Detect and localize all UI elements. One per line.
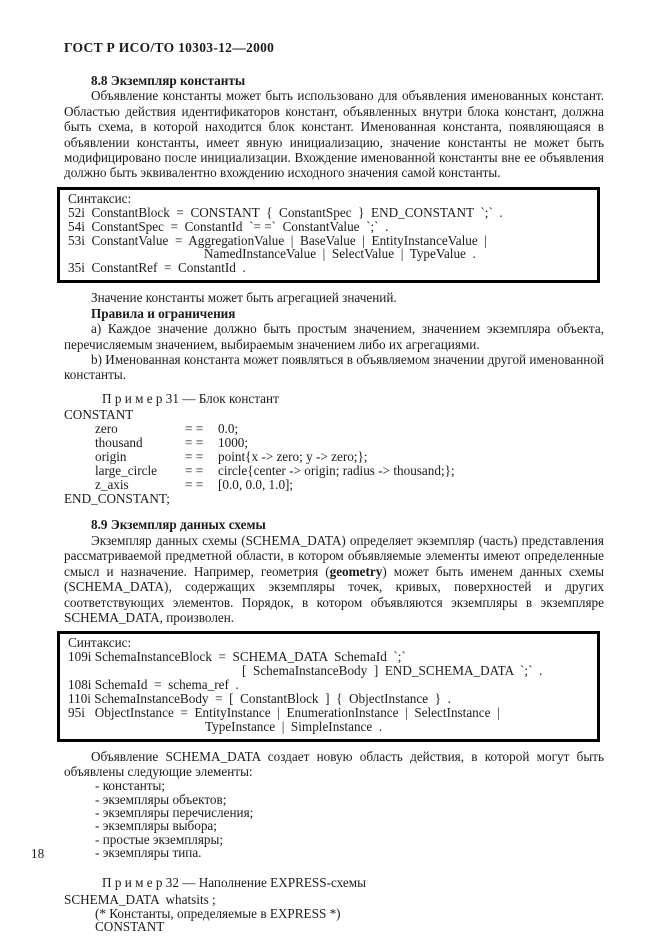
constant-value: 1000; — [218, 434, 249, 450]
syntax-line-109i-cont: [ SchemaInstanceBody ] END_SCHEMA_DATA `;` . — [242, 663, 543, 679]
schema-data-elements-list — [64, 779, 604, 859]
section-8-9-text: Экземпляр данных схемы (SCHEMA_DATA) определяет экземпляр (часть) представления рассматриваемой предметной области, в котором объявляемые элементы имеют определенные смысл и назначение. Например, геометрия ( — [64, 532, 604, 579]
express-comment-line: (* Константы, определяемые в EXPRESS *) — [95, 905, 341, 921]
section-8-8-heading: 8.8 Экземпляр константы — [91, 73, 246, 88]
constant-name: thousand — [95, 434, 143, 450]
syntax-line-95i: 95i ObjectInstance = EntityInstance | EnumerationInstance | SelectInstance | — [68, 704, 500, 720]
doc-header-title: ГОСТ Р ИСО/ТО 10303-12—2000 — [64, 40, 275, 55]
example-31-label: П р и м е р 31 — Блок констант — [102, 390, 279, 406]
syntax-line-53i-cont: NamedInstanceValue | SelectValue | TypeValue . — [204, 246, 476, 262]
syntax-line-53i: 53i ConstantValue = AggregationValue | BaseValue | EntityInstanceValue | — [68, 232, 487, 248]
syntax-line-109i: 109i SchemaInstanceBlock = SCHEMA_DATA SchemaId `;` — [68, 649, 406, 665]
section-8-8-paragraph: Объявление константы может быть использовано для объявления именованных констант. Областью действия идентификаторов констант, объявленных внутри блока констант, должна быть схема, в которой находится блок констант. Именованная константа, появляющаяся в объявлении константы, имеет явную инициализацию, значение константы не может быть модифицировано после инициализации. Вхождение именованной константы вне ее объявления должно быть эквивалентно вхождению исходного значения самой константы. — [64, 88, 604, 181]
constant-close-keyword: END_CONSTANT; — [64, 490, 170, 506]
constant-eq: = = — [185, 462, 204, 478]
constant-open-keyword: CONSTANT — [64, 407, 134, 423]
constant-eq: = = — [185, 421, 204, 437]
constant-row-zero — [64, 422, 604, 436]
constant-value: [0.0, 0.0, 1.0]; — [218, 476, 294, 492]
list-item-object-instances: - экземпляры объектов; — [95, 791, 227, 807]
syntax-line-108i: 108i SchemaId = schema_ref . — [68, 677, 239, 693]
constant-row-z-axis — [64, 478, 604, 492]
syntax-box-schema-data — [57, 631, 600, 741]
page-content — [64, 40, 604, 934]
section-8-9-paragraph — [64, 533, 604, 625]
syntax-label: Синтаксис: — [68, 190, 132, 206]
constant-name: origin — [95, 448, 127, 464]
constant-eq: = = — [185, 476, 204, 492]
constant-name: zero — [95, 421, 118, 437]
list-item-type-instances: - экземпляры типа. — [95, 844, 202, 860]
constant-keyword-line: CONSTANT — [95, 919, 165, 935]
schema-data-scope-paragraph: Объявление SCHEMA_DATA создает новую область действия, в которой могут быть объявлены следующие элементы: — [64, 748, 604, 780]
constant-row-large-circle — [64, 464, 604, 478]
syntax-line-35i: 35i ConstantRef = ConstantId . — [68, 260, 246, 276]
list-item-select-instances: - экземпляры выбора; — [95, 818, 217, 834]
syntax-line-54i: 54i ConstantSpec = ConstantId `= =` ConstantValue `;` . — [68, 218, 389, 234]
constant-eq: = = — [185, 434, 204, 450]
page-number: 18 — [31, 846, 45, 862]
schema-data-code-line: SCHEMA_DATA whatsits ; — [64, 891, 216, 907]
constant-name: z_axis — [95, 476, 129, 492]
list-item-enumeration-instances: - экземпляры перечисления; — [95, 805, 254, 821]
rule-item-b: b) Именованная константа может появляться в объявляемом значении другой именованной константы. — [64, 351, 604, 383]
rules-heading: Правила и ограничения — [91, 305, 236, 321]
constant-aggregation-note: Значение константы может быть агрегацией значений. — [91, 290, 397, 306]
syntax-line-52i: 52i ConstantBlock = CONSTANT { ConstantSpec } END_CONSTANT `;` . — [68, 204, 503, 220]
list-item-constants: - константы; — [95, 778, 166, 794]
list-item-simple-instances: - простые экземпляры; — [95, 831, 224, 847]
example-32-label: П р и м е р 32 — Наполнение EXPRESS-схемы — [102, 875, 366, 891]
section-8-9-heading: 8.9 Экземпляр данных схемы — [91, 517, 266, 533]
constant-row-thousand — [64, 436, 604, 450]
constant-value: point{x -> zero; y -> zero;}; — [218, 448, 368, 464]
syntax-box-constant — [57, 187, 600, 283]
syntax-line-110i: 110i SchemaInstanceBody = [ ConstantBlock ] { ObjectInstance } . — [68, 690, 451, 706]
syntax-line-95i-cont: TypeInstance | SimpleInstance . — [205, 718, 383, 734]
section-8-9-text-cont: ) может быть именем данных схемы (SCHEMA_DATA), содержащих экземпляры точек, кривых, поверхностей и других соответствующих элементов. Порядок, в котором объявляются экземпляры в экземпляре SCHEMA_DATA, произволен. — [64, 563, 604, 625]
geometry-bold-term: geometry — [329, 563, 383, 579]
constant-value: circle{center -> origin; radius -> thousand;}; — [218, 462, 455, 478]
constant-eq: = = — [185, 448, 204, 464]
syntax-label: Синтаксис: — [68, 635, 132, 651]
rule-item-a: a) Каждое значение должно быть простым значением, значением экземпляра объекта, перечисляемым значением, выбираемым значением либо их агрегациями. — [64, 321, 604, 352]
constant-row-origin — [64, 450, 604, 464]
constant-value: 0.0; — [218, 421, 239, 437]
constant-name: large_circle — [95, 462, 157, 478]
constant-code-block — [64, 408, 604, 505]
